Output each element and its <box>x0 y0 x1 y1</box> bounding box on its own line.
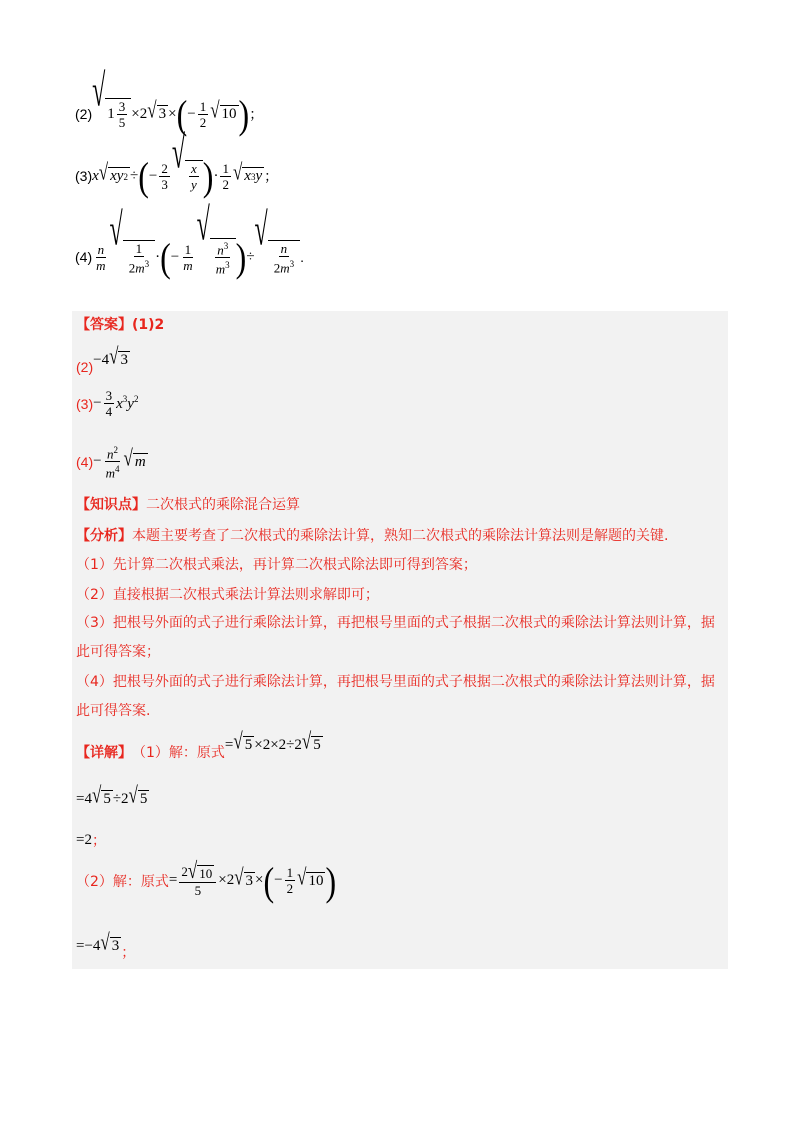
problem-2-label: (2) <box>75 106 93 122</box>
analysis-item: 此可得答案； <box>76 644 160 660</box>
problem-4-label: (4) <box>75 249 93 266</box>
answer-1: (1)2 <box>132 317 165 333</box>
problem-2-tail: ； <box>249 106 264 122</box>
sqrt-expression: √ 1 $\frac{3}{5}$ <box>92 98 131 130</box>
answer-3-label: (3) <box>76 395 94 412</box>
analysis-item: 此可得答案. <box>76 703 151 719</box>
detail-1-result: =2 ； <box>76 831 106 849</box>
answer-2: (2) −4 √ 3 <box>76 343 128 375</box>
analysis-item: （3）把根号外面的式子进行乘除法计算，再把根号里面的式子根据二次根式的乘除法计算法则计算，据 <box>76 615 715 631</box>
problem-4-tail: . <box>300 249 304 266</box>
detail-1: 【详解】 （1）解：原式 = √ 5 ×2×2÷2 √ 5 <box>76 728 321 761</box>
knowledge-row <box>76 494 300 514</box>
detail-2-prefix: （2）解：原式 <box>76 873 169 890</box>
analysis-item: （2）直接根据二次根式乘法计算法则求解即可； <box>76 587 379 603</box>
detail-2-semicolon: ； <box>121 945 136 961</box>
detail-heading: 【详解】 <box>76 745 132 761</box>
problem-3: (3) x √ xy 2 ÷ ( − $\frac{2}{3}$ √ $\frac{x}{y}$ ) · $\frac{1}{2}$ √ x 3 y ； <box>75 129 279 199</box>
answer-heading-row <box>76 314 164 334</box>
answer-3: (3) − $\frac{3}{4}$ $x^3y^2$ <box>76 388 139 419</box>
knowledge-heading: 【知识点】 <box>76 497 146 513</box>
analysis-item: （1）先计算二次根式乘法，再计算二次根式除法即可得到答案； <box>76 557 477 573</box>
answer-2-label: (2) <box>76 359 94 375</box>
problem-4: (4) $\frac{n}{m}$ √ $\frac{1}{2m^3}$ · ( − $\frac{1}{m}$ √ $\frac{n^3}{m^3}$ ) ÷ √ $\frac{n}{2m^3}$ . <box>75 201 304 280</box>
analysis-text: 本题主要考查了二次根式的乘除法计算，熟知二次根式的乘除法计算法则是解题的关键. <box>132 528 669 544</box>
problem-2: (2) √ 1 $\frac{3}{5}$ ×2 √ 3 × ( − $\frac{1}{2}$ √ 10 ) ； <box>75 67 264 137</box>
answer-4: (4) − $\frac{n^2}{m^4}$ √ m <box>76 445 146 481</box>
detail-1-semicolon: ； <box>91 833 106 849</box>
knowledge-text: 二次根式的乘除混合运算 <box>146 497 300 513</box>
problem-3-label: (3) <box>75 168 93 184</box>
detail-2-result: =−4 √ 3 ； <box>76 929 136 961</box>
detail-1-prefix: （1）解：原式 <box>132 745 225 761</box>
detail-2: （2）解：原式 = 2 √ 10 5 ×2 √ 3 × ( − $\frac{1}{2}$ √ 10 ) <box>76 857 337 904</box>
problem-3-tail: ； <box>264 168 279 184</box>
analysis-item: （4）把根号外面的式子进行乘除法计算，再把根号里面的式子根据二次根式的乘除法计算法则计算，据 <box>76 674 715 690</box>
analysis-row <box>76 525 726 545</box>
analysis-heading: 【分析】 <box>76 528 132 544</box>
answer-heading: 【答案】 <box>76 317 132 333</box>
detail-1-step: =4 √ 5 ÷2 √ 5 <box>76 782 148 808</box>
answer-4-label: (4) <box>76 453 94 470</box>
